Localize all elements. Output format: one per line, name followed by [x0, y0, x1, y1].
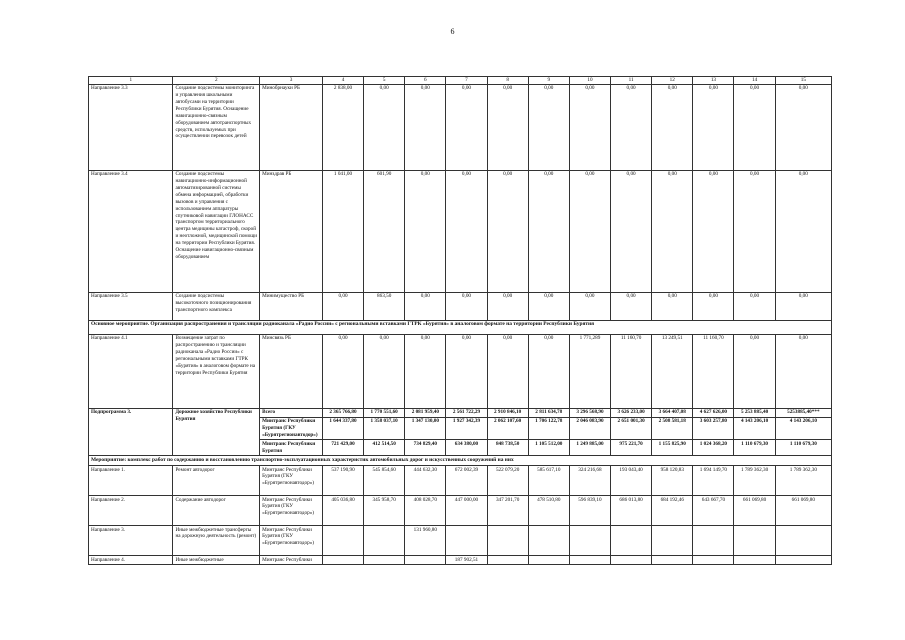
- direction-label: Направление 3.5: [89, 292, 173, 320]
- value-cell: [487, 556, 528, 565]
- value-cell: [775, 556, 831, 565]
- value-cell: 0,00: [734, 170, 775, 292]
- column-number: 9: [528, 77, 569, 85]
- value-cell: 0,00: [652, 84, 693, 170]
- value-cell: 1 110 679,30: [775, 440, 831, 456]
- value-cell: [322, 556, 363, 565]
- subprogram-row: [89, 408, 832, 417]
- value-cell: 0,00: [446, 170, 487, 292]
- value-cell: 3 664 407,08: [652, 408, 693, 417]
- value-cell: 0,00: [487, 334, 528, 408]
- executor-cell: Минтранс Республики Бурятия (ГКУ «Бурятрегионавтодор»): [260, 466, 323, 496]
- value-cell: 2 508 581,18: [652, 417, 693, 440]
- value-cell: 0,00: [487, 170, 528, 292]
- value-cell: 3 626 233,00: [611, 408, 652, 417]
- value-cell: 0,00: [693, 292, 734, 320]
- value-cell: 2 811 634,78: [528, 408, 569, 417]
- value-cell: 0,00: [405, 292, 446, 320]
- direction-label: Направление 3.: [89, 526, 173, 556]
- value-cell: 863,50: [364, 292, 405, 320]
- value-cell: [734, 556, 775, 565]
- value-cell: 5253885,40***: [775, 408, 831, 417]
- value-cell: 412 514,50: [364, 440, 405, 456]
- direction-label: Направление 3.4: [89, 170, 173, 292]
- value-cell: 2 561 722,29: [446, 408, 487, 417]
- value-cell: 5 253 885,40: [734, 408, 775, 417]
- value-cell: 0,00: [528, 292, 569, 320]
- table-row: [89, 84, 832, 170]
- value-cell: 11 160,70: [611, 334, 652, 408]
- value-cell: 1 249 885,00: [569, 440, 610, 456]
- value-cell: 2 910 846,10: [487, 408, 528, 417]
- value-cell: [652, 526, 693, 556]
- column-number: 4: [322, 77, 363, 85]
- value-cell: 478 510,80: [528, 496, 569, 526]
- value-cell: 0,00: [322, 292, 363, 320]
- table-row: [89, 466, 832, 496]
- value-cell: 3 296 568,90: [569, 408, 610, 417]
- value-cell: 661 069,80: [775, 496, 831, 526]
- column-number: 2: [173, 77, 260, 85]
- value-cell: 0,00: [569, 84, 610, 170]
- column-number: 10: [569, 77, 610, 85]
- value-cell: 684 192,46: [652, 496, 693, 526]
- value-cell: 2 046 083,90: [569, 417, 610, 440]
- value-cell: 0,00: [693, 84, 734, 170]
- direction-label: Направление 4.: [89, 556, 173, 565]
- value-cell: 324 216,68: [569, 466, 610, 496]
- page-number: 6: [450, 27, 455, 36]
- value-cell: 2 062 107,60: [487, 417, 528, 440]
- value-cell: 0,00: [775, 334, 831, 408]
- value-cell: 1 105 512,00: [528, 440, 569, 456]
- direction-label: Направление 2.: [89, 496, 173, 526]
- table-row: [89, 526, 832, 556]
- value-cell: [734, 526, 775, 556]
- value-cell: 672 002,39: [446, 466, 487, 496]
- section-heading: Основное мероприятие. Организация распространения и трансляции радиоканала «Радио России» с региональными вставками ГТРК «Бурятия» в аналоговом формате на территории Республики Бурятия: [89, 320, 832, 334]
- value-cell: 1 770 551,60: [364, 408, 405, 417]
- table-row: [89, 170, 832, 292]
- value-cell: [405, 556, 446, 565]
- value-cell: 0,00: [775, 292, 831, 320]
- executor-cell: Минтранс Республики: [260, 556, 323, 565]
- value-cell: 405 036,80: [322, 496, 363, 526]
- value-cell: 447 000,00: [446, 496, 487, 526]
- table-row: [89, 496, 832, 526]
- value-cell: [528, 526, 569, 556]
- value-cell: 537 190,90: [322, 466, 363, 496]
- value-cell: 13 249,51: [652, 334, 693, 408]
- column-number: 8: [487, 77, 528, 85]
- column-number: 3: [260, 77, 323, 85]
- value-cell: 0,00: [446, 84, 487, 170]
- value-cell: 686 013,80: [611, 496, 652, 526]
- value-cell: 1 347 130,00: [405, 417, 446, 440]
- direction-label: Направление 4.1: [89, 334, 173, 408]
- value-cell: 522 079,20: [487, 466, 528, 496]
- value-cell: 1 155 825,90: [652, 440, 693, 456]
- value-cell: 0,00: [528, 170, 569, 292]
- column-number: 5: [364, 77, 405, 85]
- value-cell: 347 201,70: [487, 496, 528, 526]
- value-cell: [364, 526, 405, 556]
- value-cell: 2 365 766,80: [322, 408, 363, 417]
- value-cell: 131 960,80: [405, 526, 446, 556]
- value-cell: 0,00: [569, 170, 610, 292]
- value-cell: 958 120,83: [652, 466, 693, 496]
- value-cell: 11 160,70: [693, 334, 734, 408]
- direction-label: Направление 1.: [89, 466, 173, 496]
- value-cell: [693, 526, 734, 556]
- direction-description: Создание подсистемы навигационно-информационной автоматизированной системы обмена информацией, обработки вызовов и управления с использованием аппаратуры спутниковой навигации ГЛОНАСС транспортом территориального центра медицины катастроф, скорой и неотложной, медицинской помощи на территории Республики Бурятия. Оснащение навигационно-связным оборудованием: [173, 170, 260, 292]
- value-cell: 345 958,70: [364, 496, 405, 526]
- value-cell: [775, 526, 831, 556]
- value-cell: 643 667,70: [693, 496, 734, 526]
- value-cell: [569, 556, 610, 565]
- value-cell: 1 694 149,70: [693, 466, 734, 496]
- value-cell: 187 902,51: [446, 556, 487, 565]
- value-cell: [611, 526, 652, 556]
- direction-description: Создание подсистемы мониторинга и управления школьными автобусами на территории Республики Бурятия. Оснащение навигационно-связным оборудованием автотранспортных средств, используемых при осуществлении перевозок детей: [173, 84, 260, 170]
- value-cell: 661 069,80: [734, 496, 775, 526]
- executor-cell: Минтранс Республики Бурятия (ГКУ «Бурятрегионавтодор»): [260, 417, 323, 440]
- value-cell: 0,00: [405, 170, 446, 292]
- value-cell: 0,00: [775, 84, 831, 170]
- value-cell: 734 829,40: [405, 440, 446, 456]
- value-cell: 4 627 626,00: [693, 408, 734, 417]
- column-number: 7: [446, 77, 487, 85]
- value-cell: 0,00: [487, 292, 528, 320]
- value-cell: 1 024 368,20: [693, 440, 734, 456]
- value-cell: 444 632,30: [405, 466, 446, 496]
- column-number: 15: [775, 77, 831, 85]
- direction-description: Возмещение затрат по распространению и трансляции радиоканала «Радио России» с региональными вставками ГТРК «Бурятия» в аналоговом формате на территории Республики Бурятия: [173, 334, 260, 408]
- column-number: 11: [611, 77, 652, 85]
- value-cell: [693, 556, 734, 565]
- column-number: 14: [734, 77, 775, 85]
- value-cell: 0,00: [569, 292, 610, 320]
- value-cell: 585 617,10: [528, 466, 569, 496]
- executor-cell: Минтранс Республики Бурятия: [260, 440, 323, 456]
- value-cell: 2 838,00: [322, 84, 363, 170]
- section-heading: Мероприятие: комплекс работ по содержанию и восстановлению транспортно-эксплуатационных характеристик автомобильных дорог и искусственных сооружений на них: [89, 456, 832, 466]
- value-cell: [569, 526, 610, 556]
- value-cell: 4 143 206,10: [734, 417, 775, 440]
- value-cell: 1 041,00: [322, 170, 363, 292]
- direction-description: Создание подсистемы высокоточного позиционирования транспортного комплекса: [173, 292, 260, 320]
- value-cell: 1 358 037,10: [364, 417, 405, 440]
- value-cell: 0,00: [405, 334, 446, 408]
- value-cell: 0,00: [611, 84, 652, 170]
- value-cell: 0,00: [487, 84, 528, 170]
- value-cell: 408 028,70: [405, 496, 446, 526]
- value-cell: 1 771,289: [569, 334, 610, 408]
- executor-cell: Минсвязь РБ: [260, 334, 323, 408]
- value-cell: 2 081 959,40: [405, 408, 446, 417]
- value-cell: 0,00: [446, 292, 487, 320]
- value-cell: 0,00: [364, 84, 405, 170]
- table-row: [89, 292, 832, 320]
- section-row: [89, 320, 832, 334]
- column-number: 6: [405, 77, 446, 85]
- value-cell: [652, 556, 693, 565]
- value-cell: 1 644 337,80: [322, 417, 363, 440]
- value-cell: 0,00: [693, 170, 734, 292]
- value-cell: [528, 556, 569, 565]
- executor-cell: Минимущество РБ: [260, 292, 323, 320]
- direction-label: Направление 3.3: [89, 84, 173, 170]
- value-cell: 1 927 342,39: [446, 417, 487, 440]
- value-cell: 0,00: [734, 292, 775, 320]
- value-cell: 848 738,50: [487, 440, 528, 456]
- value-cell: [611, 556, 652, 565]
- value-cell: 3 603 257,80: [693, 417, 734, 440]
- value-cell: 4 143 206,10: [775, 417, 831, 440]
- value-cell: 0,00: [775, 170, 831, 292]
- value-cell: 0,00: [322, 334, 363, 408]
- value-cell: 1 110 679,30: [734, 440, 775, 456]
- value-cell: [322, 526, 363, 556]
- value-cell: 0,00: [405, 84, 446, 170]
- value-cell: 0,00: [734, 84, 775, 170]
- column-number: 1: [89, 77, 173, 85]
- program-table: [88, 76, 832, 565]
- executor-cell: Минтранс Республики Бурятия (ГКУ «Бурятрегионавтодор»): [260, 526, 323, 556]
- section-row: [89, 456, 832, 466]
- value-cell: [364, 556, 405, 565]
- value-cell: 0,00: [611, 292, 652, 320]
- value-cell: 2 651 001,30: [611, 417, 652, 440]
- subprogram-title: Дорожное хозяйство Республики Бурятия: [173, 408, 260, 455]
- value-cell: 1 789 362,30: [775, 466, 831, 496]
- value-cell: 0,00: [652, 292, 693, 320]
- value-cell: 0,00: [652, 170, 693, 292]
- value-cell: 975 221,70: [611, 440, 652, 456]
- value-cell: 634 380,00: [446, 440, 487, 456]
- column-number: 12: [652, 77, 693, 85]
- direction-description: Иные межбюджетные трансферты на дорожную деятельность (ремонт): [173, 526, 260, 556]
- value-cell: 1 706 122,78: [528, 417, 569, 440]
- subprogram-label: Подпрограмма 3.: [89, 408, 173, 455]
- direction-description: Иные межбюджетные: [173, 556, 260, 565]
- value-cell: 1 789 362,30: [734, 466, 775, 496]
- value-cell: [487, 526, 528, 556]
- table-row: [89, 556, 832, 565]
- direction-description: Содержание автодорог: [173, 496, 260, 526]
- executor-cell: Минздрав РБ: [260, 170, 323, 292]
- value-cell: 601,90: [364, 170, 405, 292]
- direction-description: Ремонт автодорог: [173, 466, 260, 496]
- value-cell: 0,00: [364, 334, 405, 408]
- table-row: [89, 334, 832, 408]
- value-cell: 193 043,40: [611, 466, 652, 496]
- value-cell: 596 839,10: [569, 496, 610, 526]
- value-cell: 0,00: [528, 334, 569, 408]
- column-number: 13: [693, 77, 734, 85]
- executor-cell: Всего: [260, 408, 323, 417]
- value-cell: [446, 526, 487, 556]
- table-header-row: [89, 77, 832, 85]
- value-cell: 721 429,00: [322, 440, 363, 456]
- executor-cell: Минтранс Республики Бурятия (ГКУ «Бурятрегионавтодор»): [260, 496, 323, 526]
- value-cell: 0,00: [446, 334, 487, 408]
- executor-cell: Минобрнауки РБ: [260, 84, 323, 170]
- value-cell: 0,00: [611, 170, 652, 292]
- value-cell: 0,00: [734, 334, 775, 408]
- value-cell: 545 854,60: [364, 466, 405, 496]
- value-cell: 0,00: [528, 84, 569, 170]
